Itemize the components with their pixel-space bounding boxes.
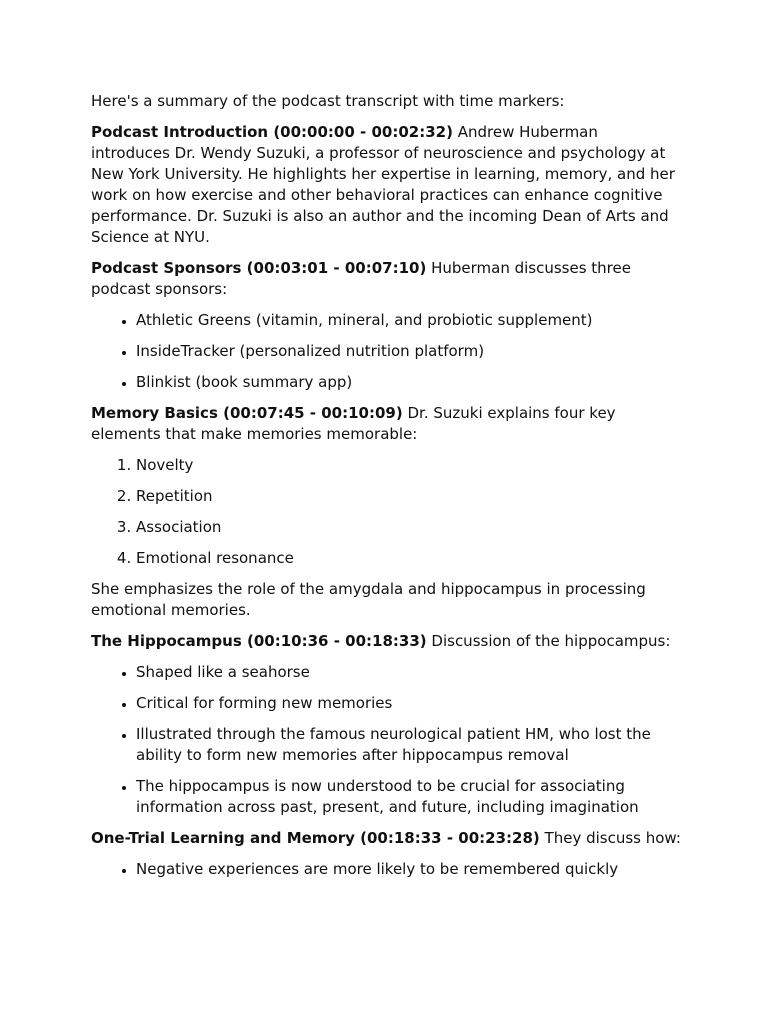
hippocampus-list — [91, 662, 681, 818]
list-item: • Shaped like a seahorse — [136, 662, 681, 683]
section-heading: Podcast Sponsors (00:03:01 - 00:07:10) — [91, 259, 427, 277]
section-podcast-sponsors — [91, 258, 681, 300]
list-item: • InsideTracker (personalized nutrition platform) — [136, 341, 681, 362]
list-item: 2. Repetition — [136, 486, 681, 507]
memory-elements-list — [91, 455, 681, 569]
list-item: • Critical for forming new memories — [136, 693, 681, 714]
list-item: • The hippocampus is now understood to be crucial for associating information across past, present, and future, including imagination — [136, 776, 681, 818]
section-text: Discussion of the hippocampus: — [431, 632, 671, 650]
section-heading: Memory Basics (00:07:45 - 00:10:09) — [91, 404, 403, 422]
intro-paragraph: Here's a summary of the podcast transcript with time markers: — [91, 92, 565, 110]
section-memory-basics — [91, 403, 681, 445]
section-one-trial-learning — [91, 828, 681, 849]
one-trial-list — [91, 859, 681, 880]
list-item: 3. Association — [136, 517, 681, 538]
list-item: • Negative experiences are more likely to be remembered quickly — [136, 859, 681, 880]
list-item: • Blinkist (book summary app) — [136, 372, 681, 393]
section-text: They discuss how: — [544, 829, 681, 847]
section-heading: One-Trial Learning and Memory (00:18:33 - 00:23:28) — [91, 829, 540, 847]
memory-basics-followup: She emphasizes the role of the amygdala and hippocampus in processing emotional memories. — [91, 580, 646, 619]
list-item: 4. Emotional resonance — [136, 548, 681, 569]
section-heading: The Hippocampus (00:10:36 - 00:18:33) — [91, 632, 427, 650]
section-hippocampus — [91, 631, 681, 652]
section-podcast-introduction — [91, 122, 681, 248]
section-text: Dr. Suzuki explains four key elements that make memories memorable: — [91, 404, 616, 443]
list-item: • Illustrated through the famous neurological patient HM, who lost the ability to form new memories after hippocampus removal — [136, 724, 681, 766]
section-text: Andrew Huberman introduces Dr. Wendy Suzuki, a professor of neuroscience and psychology at New York University. He highlights her expertise in learning, memory, and her work on how exercise and other behavioral practices can enhance cognitive performance. Dr. Suzuki is also an author and the incoming Dean of Arts and Science at NYU. — [91, 123, 675, 246]
list-item: • Athletic Greens (vitamin, mineral, and probiotic supplement) — [136, 310, 681, 331]
list-item: 1. Novelty — [136, 455, 681, 476]
section-text: Huberman discusses three podcast sponsors: — [91, 259, 631, 298]
section-heading: Podcast Introduction (00:00:00 - 00:02:32) — [91, 123, 453, 141]
sponsors-list — [91, 310, 681, 393]
